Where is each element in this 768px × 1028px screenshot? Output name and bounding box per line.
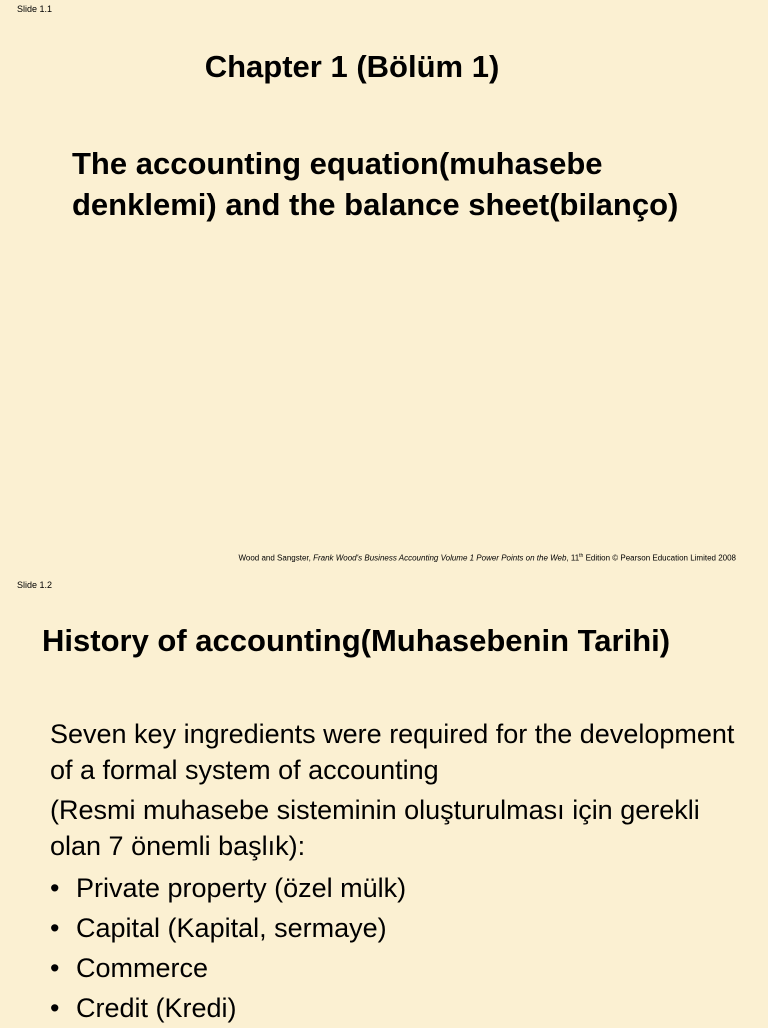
copyright-footer	[238, 551, 736, 564]
list-item-text: Private property (özel mülk)	[76, 873, 407, 903]
bullet-icon: •	[50, 873, 60, 903]
slide-body	[50, 716, 750, 1028]
subtitle-line-2: denklemi) and the balance sheet(bilanço)	[72, 187, 679, 222]
slide-subtitle	[72, 143, 752, 225]
list-item-text: Credit (Kredi)	[76, 993, 237, 1023]
bullet-icon: •	[50, 913, 60, 943]
slide-heading: History of accounting(Muhasebenin Tarihi)	[42, 623, 671, 658]
list-item	[50, 948, 750, 988]
list-item	[50, 908, 750, 948]
slide-number: Slide 1.2	[17, 580, 53, 590]
slide-number: Slide 1.1	[17, 4, 53, 14]
list-item-text: Commerce	[76, 953, 209, 983]
bullet-icon: •	[50, 953, 60, 983]
list-item	[50, 988, 750, 1028]
footer-book-title: Frank Wood's Business Accounting Volume 1 Power Points on the Web	[313, 553, 567, 563]
bullet-icon: •	[50, 993, 60, 1023]
subtitle-line-1: The accounting equation(muhasebe	[72, 146, 603, 181]
chapter-title: Chapter 1 (Bölüm 1)	[204, 49, 500, 84]
list-item	[50, 868, 750, 908]
list-item-text: Capital (Kapital, sermaye)	[76, 913, 387, 943]
slide-2	[0, 576, 768, 1024]
footer-authors: Wood and Sangster,	[238, 553, 314, 563]
ingredient-list	[50, 868, 750, 1028]
footer-edition-number: , 11	[566, 553, 580, 563]
body-paragraph-2: (Resmi muhasebe sisteminin oluşturulması için gerekli olan 7 önemli başlık):	[50, 795, 700, 861]
body-paragraph-1: Seven key ingredients were required for the development of a formal system of accounting	[50, 719, 735, 785]
footer-publisher: Edition © Pearson Education Limited 2008	[583, 553, 736, 563]
footer-edition-suffix: th	[579, 553, 584, 559]
